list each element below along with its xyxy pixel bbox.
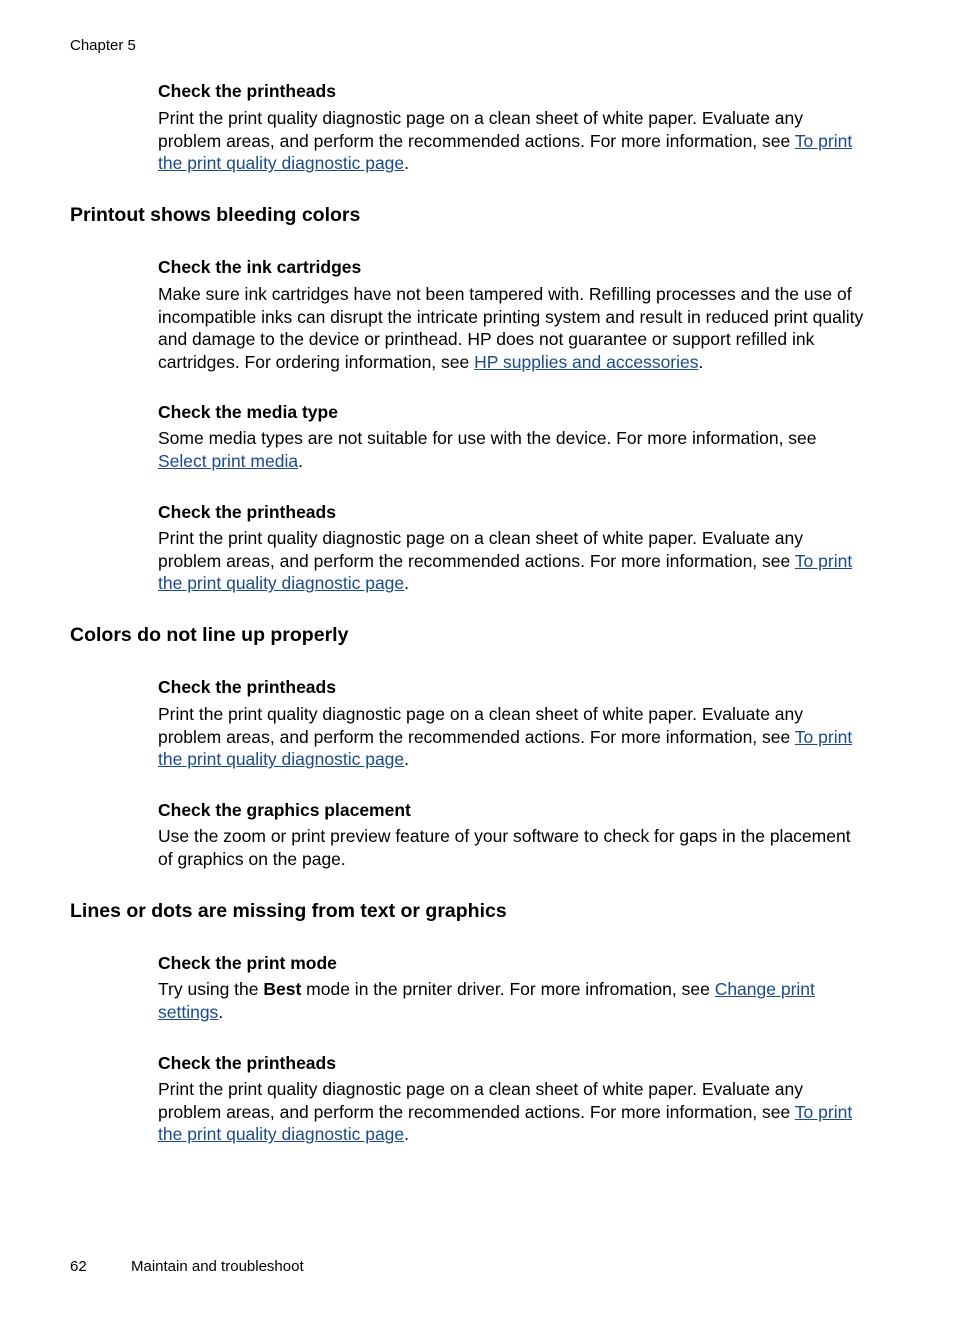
footer-section: Maintain and troubleshoot	[131, 1258, 304, 1275]
subheading-check-media-type: Check the media type	[158, 402, 338, 422]
link-diagnostic-page[interactable]: To print the print quality diagnostic page	[158, 726, 853, 770]
chapter-header: Chapter 5	[70, 37, 136, 54]
link-diagnostic-page[interactable]: To print the print quality diagnostic page	[158, 1101, 853, 1145]
section-heading-bleeding: Printout shows bleeding colors	[70, 204, 361, 226]
link-diagnostic-page[interactable]: To print the print quality diagnostic page	[158, 130, 853, 174]
paragraph-period: .	[404, 573, 410, 594]
section-heading-lines-dots: Lines or dots are missing from text or graphics	[70, 900, 507, 922]
paragraph-media-type	[158, 427, 868, 472]
subheading-check-printheads: Check the printheads	[158, 677, 336, 697]
paragraph-period: .	[404, 749, 410, 770]
page-number: 62	[70, 1258, 87, 1275]
link-change-print-settings[interactable]: Change print settings	[158, 979, 815, 1022]
subheading-check-printheads: Check the printheads	[158, 1053, 336, 1073]
paragraph-text: Print the print quality diagnostic page on a clean sheet of white paper. Evaluate any problem areas, and perform the recommended actions. For more information, see	[158, 528, 804, 571]
paragraph-printheads	[158, 1078, 868, 1146]
subheading-check-printheads: Check the printheads	[158, 502, 336, 522]
paragraph-text: Some media types are not suitable for use with the device. For more information, see	[158, 428, 817, 448]
paragraph-print-mode	[158, 978, 868, 1023]
paragraph-text: Make sure ink cartridges have not been tampered with. Refilling processes and the use of incompatible inks can disrupt the intricate printing system and result in reduced print quality and damage to the device or printhead. HP does not guarantee or support refilled ink cartridges. For ordering information, see	[158, 284, 864, 372]
paragraph-text: mode in the prniter driver. For more infromation, see	[301, 979, 715, 999]
paragraph-period: .	[698, 351, 704, 372]
paragraph-period: .	[298, 450, 303, 471]
paragraph-text: Print the print quality diagnostic page on a clean sheet of white paper. Evaluate any problem areas, and perform the recommended actions. For more information, see	[158, 108, 804, 151]
link-diagnostic-page[interactable]: To print the print quality diagnostic page	[158, 550, 853, 594]
paragraph-period: .	[218, 1001, 224, 1022]
link-hp-supplies[interactable]: HP supplies and accessories	[474, 351, 699, 372]
subheading-check-ink-cartridges: Check the ink cartridges	[158, 257, 362, 277]
paragraph-period: .	[404, 153, 410, 174]
subheading-check-graphics-placement: Check the graphics placement	[158, 800, 411, 820]
paragraph-text: Try using the	[158, 979, 264, 999]
subheading-check-printheads: Check the printheads	[158, 81, 336, 101]
link-select-print-media[interactable]: Select print media	[158, 450, 299, 471]
paragraph-period: .	[404, 1124, 410, 1145]
paragraph-text: Print the print quality diagnostic page on a clean sheet of white paper. Evaluate any problem areas, and perform the recommended actions. For more information, see	[158, 704, 804, 747]
paragraph-text: Print the print quality diagnostic page on a clean sheet of white paper. Evaluate any problem areas, and perform the recommended actions. For more information, see	[158, 1079, 804, 1122]
paragraph-printheads	[158, 703, 868, 771]
section-heading-colors: Colors do not line up properly	[70, 624, 349, 646]
emphasis-best: Best	[263, 979, 302, 999]
paragraph-ink-cartridges	[158, 283, 868, 373]
paragraph-graphics-placement: Use the zoom or print preview feature of your software to check for gaps in the placement of graphics on the page.	[158, 826, 851, 869]
page-footer	[70, 1258, 304, 1275]
paragraph-printheads	[158, 107, 868, 175]
paragraph-printheads	[158, 527, 868, 595]
subheading-check-print-mode: Check the print mode	[158, 953, 337, 973]
